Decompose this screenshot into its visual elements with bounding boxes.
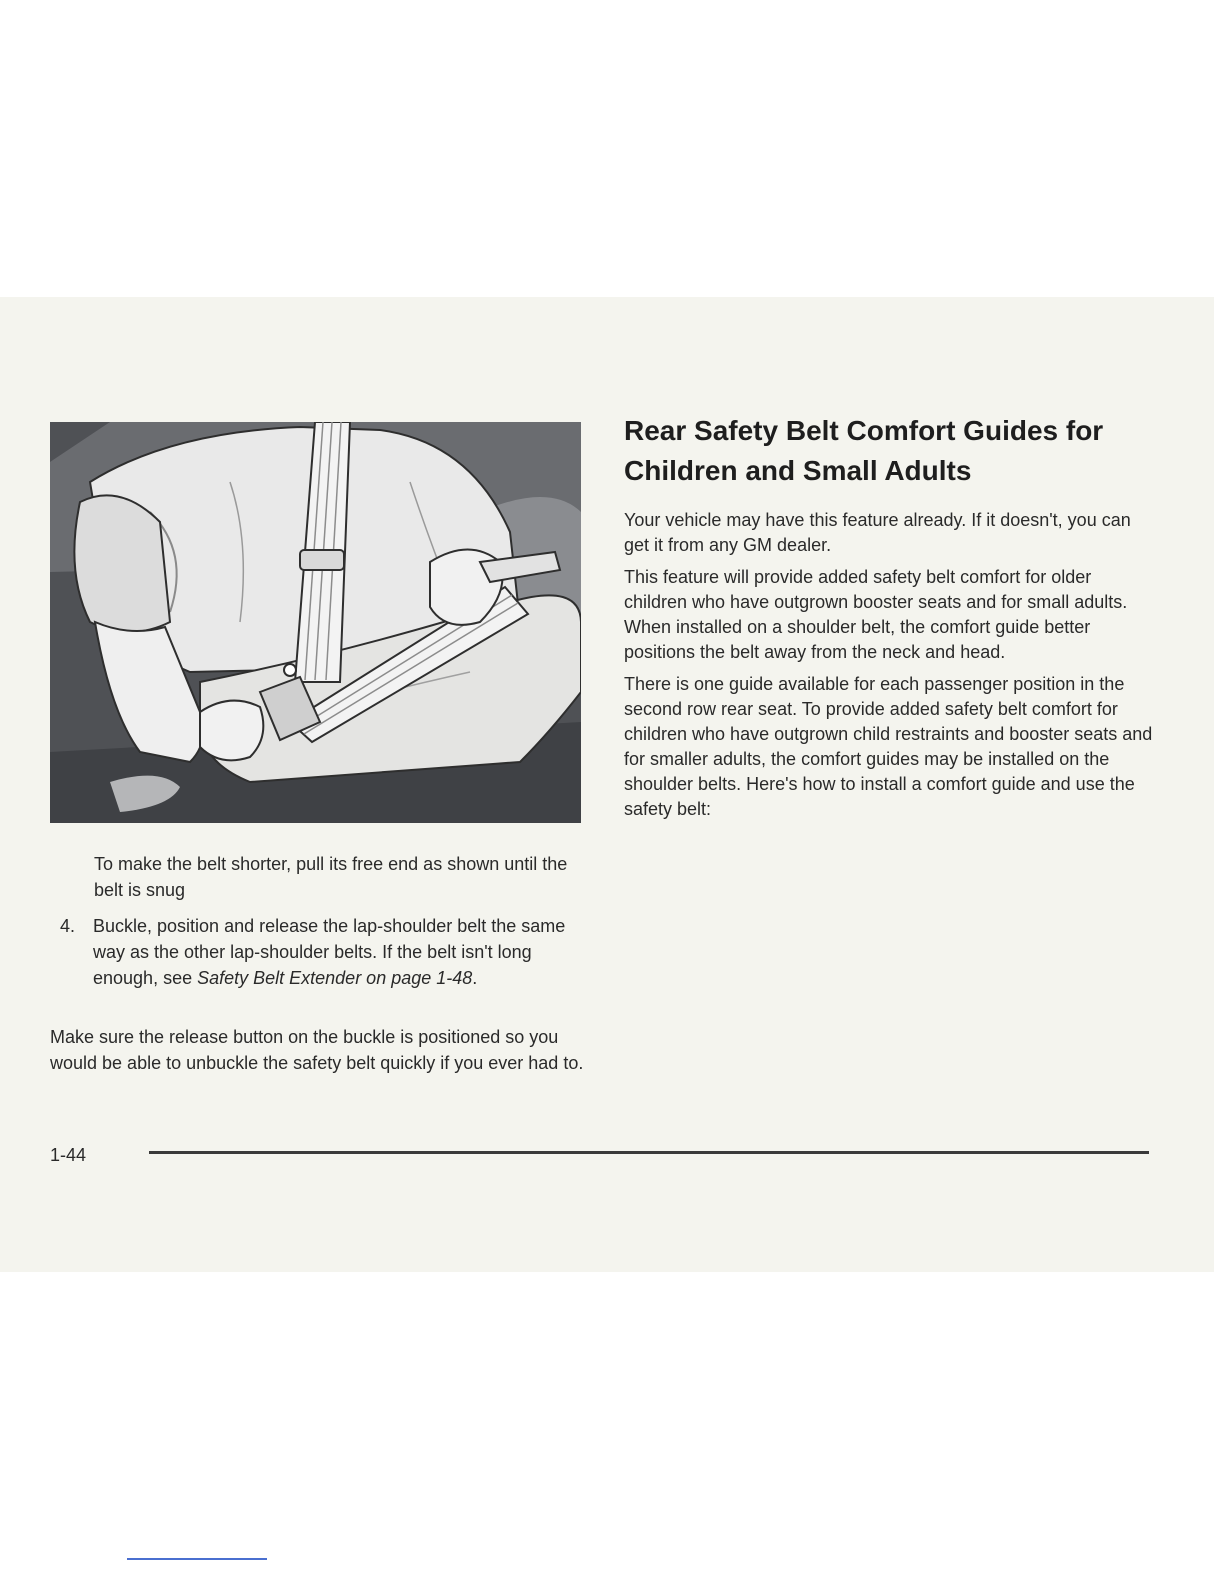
paragraph-1: Your vehicle may have this feature already. If it doesn't, you can get it from any GM dealer. bbox=[624, 510, 1131, 555]
step-body-text: Buckle, position and release the lap-shoulder belt the same way as the other lap-shoulder belts. If the belt isn't long enough, see bbox=[93, 916, 566, 988]
step-number: 4. bbox=[60, 916, 76, 936]
figure-caption: To make the belt shorter, pull its free end as shown until the belt is snug bbox=[94, 854, 568, 900]
release-button-note: Make sure the release button on the buckle is positioned so you would be able to unbuckle the safety belt quickly if you ever had to. bbox=[50, 1027, 584, 1073]
bottom-link-underline bbox=[127, 1558, 267, 1560]
step-4 bbox=[60, 913, 590, 991]
seatbelt-illustration bbox=[50, 422, 581, 823]
step-end-punct: . bbox=[472, 968, 478, 988]
step-text bbox=[93, 913, 590, 991]
comfort-guides-section bbox=[624, 411, 1154, 829]
paragraph-3: There is one guide available for each passenger position in the second row rear seat. To provide added safety belt comfort for children who have outgrown child restraints and booster seats and for smaller adults, the comfort guides may be installed on the shoulder belts. Here's how to install a comfort guide and use the safety belt: bbox=[624, 674, 1153, 819]
section-heading: Rear Safety Belt Comfort Guides for Children and Small Adults bbox=[624, 415, 1104, 486]
safety-belt-extender-link[interactable]: Safety Belt Extender on page 1-48 bbox=[197, 968, 473, 988]
footer-divider bbox=[149, 1151, 1149, 1154]
paragraph-2: This feature will provide added safety belt comfort for older children who have outgrown booster seats and for small adults. When installed on a shoulder belt, the comfort guide better positions the belt away from the neck and head. bbox=[624, 567, 1128, 662]
page-number: 1-44 bbox=[50, 1145, 87, 1165]
